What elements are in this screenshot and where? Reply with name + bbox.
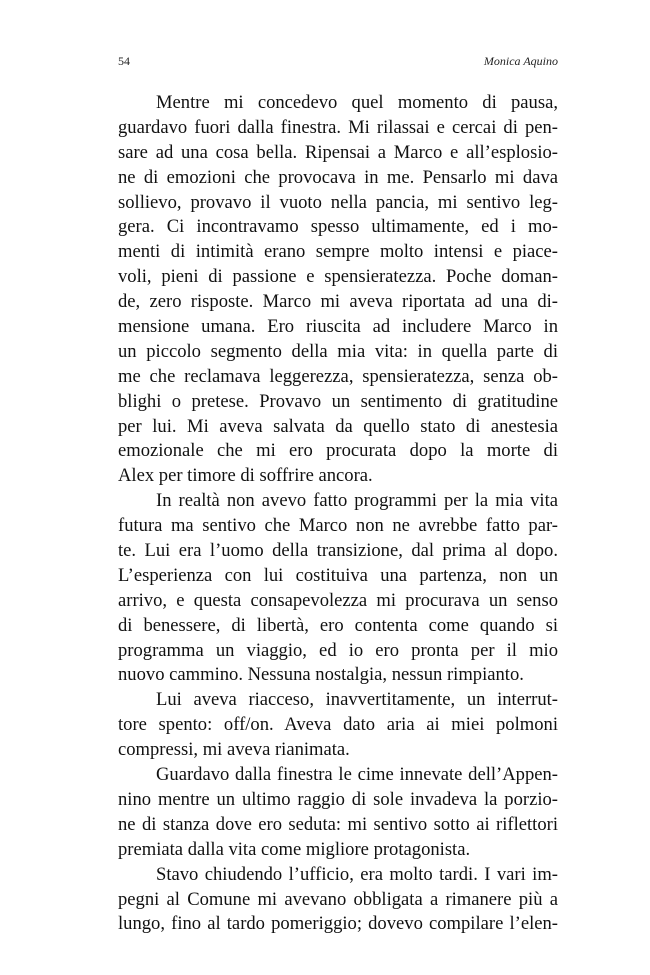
text-line: lungo, fino al tardo pomeriggio; dovevo compilare l’elen- [118, 913, 558, 935]
text-line: me che reclamava leggerezza, spensieratezza, senza ob- [118, 365, 558, 387]
text-line: sollievo, provavo il vuoto nella pancia, mi sentivo leg- [118, 191, 558, 213]
text-line: Alex per timore di soffrire ancora. [118, 465, 373, 487]
text-line: premiata dalla vita come migliore protagonista. [118, 838, 471, 860]
text-line: tore spento: off/on. Aveva dato aria ai miei polmoni [118, 714, 558, 736]
text-line: per lui. Mi aveva salvata da quello stato di anestesia [118, 415, 558, 437]
text-line: de, zero risposte. Marco mi aveva riportata ad una di- [118, 291, 558, 313]
text-line: compressi, mi aveva rianimata. [118, 739, 350, 761]
page-number: 54 [118, 54, 130, 68]
text-line: ne di emozioni che provocava in me. Pensarlo mi dava [118, 166, 558, 188]
text-line: emozionale che mi ero procurata dopo la morte di [118, 440, 558, 462]
text-line: mensione umana. Ero riuscita ad includere Marco in [118, 316, 558, 338]
text-line: guardavo fuori dalla finestra. Mi rilassai e cercai di pen- [118, 116, 558, 138]
paragraph [118, 91, 558, 489]
text-line: Lui aveva riacceso, inavvertitamente, un interrut- [156, 689, 558, 711]
paragraph [118, 863, 558, 938]
body-text [118, 91, 558, 937]
text-line: pegni al Comune mi avevano obbligata a rimanere più a [118, 888, 558, 910]
text-line: L’esperienza con lui costituiva una partenza, non un [118, 564, 558, 586]
running-head-author: Monica Aquino [483, 54, 558, 68]
text-line: blighi o pretese. Provavo un sentimento di gratitudine [118, 390, 558, 412]
paragraph [118, 489, 558, 688]
text-line: te. Lui era l’uomo della transizione, dal prima al dopo. [118, 540, 558, 562]
paragraph [118, 688, 558, 763]
text-line: voli, pieni di passione e spensieratezza. Poche doman- [118, 266, 558, 288]
text-line: sare ad una cosa bella. Ripensai a Marco e all’esplosio- [118, 141, 558, 163]
text-line: Stavo chiudendo l’ufficio, era molto tardi. I vari im- [156, 863, 558, 885]
text-line: gera. Ci incontravamo spesso ultimamente, ed i mo- [118, 216, 558, 238]
text-line: Guardavo dalla finestra le cime innevate dell’Appen- [156, 764, 558, 786]
text-line: menti di intimità erano sempre molto intensi e piace- [118, 241, 558, 263]
text-line: Mentre mi concedevo quel momento di pausa, [156, 92, 558, 113]
text-line: arrivo, e questa consapevolezza mi procurava un senso [118, 589, 558, 611]
text-line: un piccolo segmento della mia vita: in quella parte di [118, 340, 558, 362]
text-line: nino mentre un ultimo raggio di sole invadeva la porzio- [118, 788, 558, 810]
paragraph [118, 763, 558, 863]
text-line: ne di stanza dove ero seduta: mi sentivo sotto ai riflettori [118, 813, 558, 835]
page-header [118, 54, 558, 74]
text-line: futura ma sentivo che Marco non ne avrebbe fatto par- [118, 515, 558, 537]
text-line: In realtà non avevo fatto programmi per la mia vita [156, 490, 558, 512]
text-line: programma un viaggio, ed io ero pronta per il mio [118, 639, 558, 661]
text-line: nuovo cammino. Nessuna nostalgia, nessun rimpianto. [118, 664, 524, 686]
text-line: di benessere, di libertà, ero contenta come quando si [118, 614, 558, 636]
